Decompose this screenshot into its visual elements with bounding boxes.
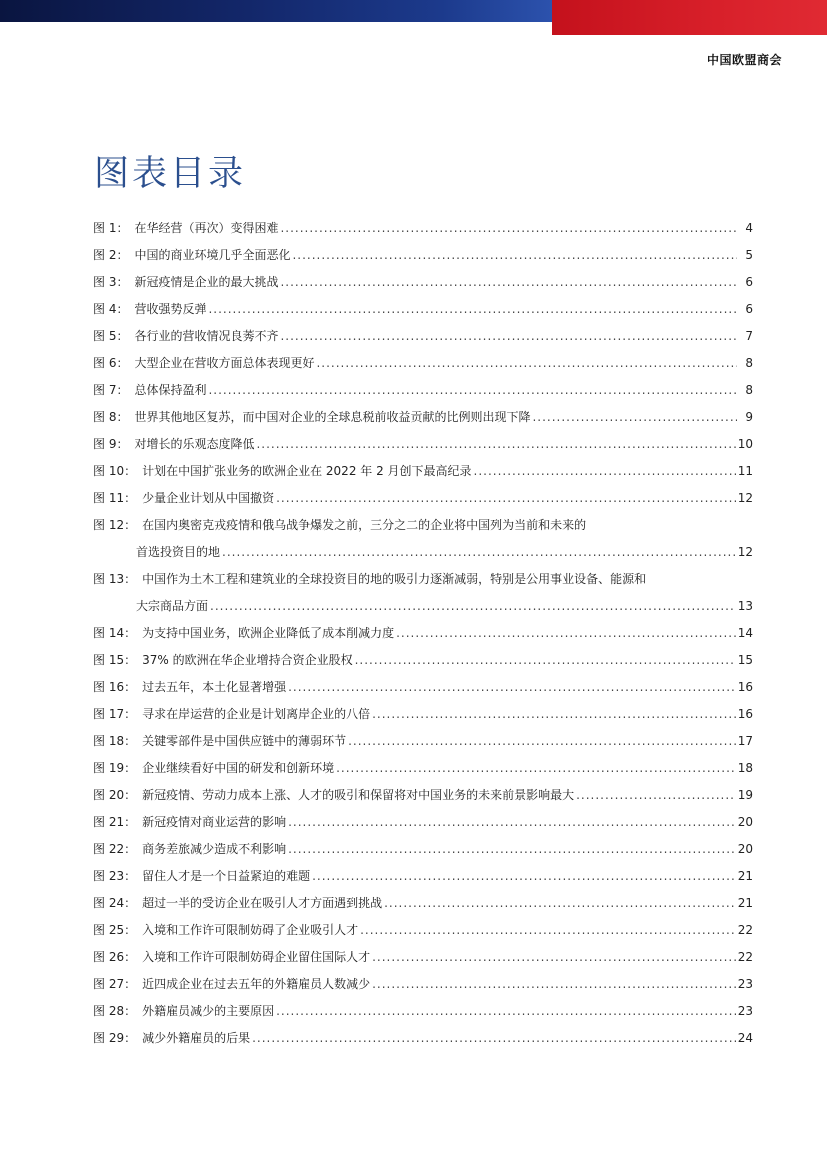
toc-entry-number: 图 24： (93, 896, 137, 910)
toc-entry[interactable] (93, 272, 753, 299)
toc-entry-number: 图 8： (93, 410, 129, 424)
toc-entry[interactable] (93, 245, 753, 272)
toc-page-number: 14 (737, 626, 753, 640)
toc-entry-title: 计划在中国扩张业务的欧洲企业在 2022 年 2 月创下最高纪录 (142, 464, 472, 478)
toc-entry-title: 减少外籍雇员的后果 (142, 1031, 251, 1045)
toc-leader-dots (576, 785, 736, 805)
toc-leader-dots (532, 407, 737, 427)
toc-entry-title: 营收强势反弹 (134, 302, 207, 316)
toc-entry-title: 近四成企业在过去五年的外籍雇员人数减少 (142, 977, 371, 991)
toc-leader-dots (396, 623, 736, 643)
toc-entry[interactable] (93, 326, 753, 353)
toc-leader-dots (355, 650, 736, 670)
toc-leader-dots (360, 920, 736, 940)
toc-entry-number: 图 26： (93, 950, 137, 964)
toc-entry[interactable] (93, 650, 753, 677)
toc-page-number: 7 (745, 329, 753, 343)
toc-page-number: 5 (745, 248, 753, 262)
toc-entry-number: 图 15： (93, 653, 137, 667)
toc-leader-dots (208, 299, 737, 319)
toc-leader-dots (280, 326, 737, 346)
toc-entry[interactable] (93, 731, 753, 758)
toc-entry-number: 图 28： (93, 1004, 137, 1018)
toc-leader-dots (372, 974, 736, 994)
toc-leader-dots (384, 893, 736, 913)
toc-leader-dots (280, 218, 737, 238)
toc-entry-title: 关键零部件是中国供应链中的薄弱环节 (142, 734, 347, 748)
toc-entry-number: 图 4： (93, 302, 129, 316)
toc-entry-number: 图 19： (93, 761, 137, 775)
toc-page-number: 12 (737, 545, 753, 559)
toc-entry-number: 图 5： (93, 329, 129, 343)
toc-entry[interactable] (93, 569, 753, 596)
toc-entry-title: 在华经营（再次）变得困难 (134, 221, 279, 235)
toc-page-number: 23 (737, 977, 753, 991)
toc-entry-continuation[interactable] (93, 542, 753, 569)
toc-page-number: 8 (745, 383, 753, 397)
toc-entry[interactable] (93, 1001, 753, 1028)
toc-entry[interactable] (93, 758, 753, 785)
toc-page-number: 18 (737, 761, 753, 775)
toc-entry-title: 入境和工作许可限制妨碍了企业吸引人才 (142, 923, 359, 937)
page-title: 图表目录 (94, 154, 247, 194)
toc-entry-number: 图 17： (93, 707, 137, 721)
toc-entry-title: 过去五年，本土化显著增强 (142, 680, 287, 694)
toc-entry[interactable] (93, 866, 753, 893)
header-band-blue (0, 0, 552, 22)
toc-page-number: 21 (737, 896, 753, 910)
toc-entry-title: 超过一半的受访企业在吸引人才方面遇到挑战 (142, 896, 383, 910)
toc-page-number: 16 (737, 680, 753, 694)
toc-entry-number: 图 2： (93, 248, 129, 262)
toc-leader-dots (210, 596, 736, 616)
toc-page-number: 24 (737, 1031, 753, 1045)
toc-page-number: 6 (745, 302, 753, 316)
toc-entry[interactable] (93, 920, 753, 947)
toc-entry-number: 图 3： (93, 275, 129, 289)
toc-entry[interactable] (93, 974, 753, 1001)
toc-page-number: 12 (737, 491, 753, 505)
toc-entry-number: 图 21： (93, 815, 137, 829)
toc-leader-dots (256, 434, 735, 454)
toc-page-number: 8 (745, 356, 753, 370)
toc-entry-title: 37% 的欧洲在华企业增持合资企业股权 (142, 653, 353, 667)
toc-entry[interactable] (93, 515, 753, 542)
toc-entry-title: 新冠疫情对商业运营的影响 (142, 815, 287, 829)
toc-entry-number: 图 1： (93, 221, 129, 235)
toc-entry-number: 图 23： (93, 869, 137, 883)
toc-entry-number: 图 16： (93, 680, 137, 694)
toc-leader-dots (288, 677, 736, 697)
toc-entry[interactable] (93, 299, 753, 326)
toc-page-number: 21 (737, 869, 753, 883)
toc-entry-number: 图 11： (93, 491, 137, 505)
toc-leader-dots (222, 542, 736, 562)
toc-entry[interactable] (93, 434, 753, 461)
toc-entry-title-continued: 首选投资目的地 (136, 545, 221, 559)
toc-page-number: 13 (737, 599, 753, 613)
toc-page-number: 20 (737, 815, 753, 829)
toc-entry[interactable] (93, 1028, 753, 1055)
toc-entry[interactable] (93, 812, 753, 839)
toc-entry-title: 企业继续看好中国的研发和创新环境 (142, 761, 335, 775)
toc-entry[interactable] (93, 623, 753, 650)
toc-entry-title: 入境和工作许可限制妨碍企业留住国际人才 (142, 950, 371, 964)
toc-entry[interactable] (93, 785, 753, 812)
toc-page-number: 16 (737, 707, 753, 721)
toc-page-number: 22 (737, 923, 753, 937)
toc-entry[interactable] (93, 947, 753, 974)
toc-entry-number: 图 6： (93, 356, 129, 370)
toc-entry-number: 图 25： (93, 923, 137, 937)
toc-leader-dots (276, 1001, 736, 1021)
toc-page-number: 15 (737, 653, 753, 667)
toc-entry[interactable] (93, 353, 753, 380)
toc-entry-title: 中国的商业环境几乎全面恶化 (134, 248, 291, 262)
toc-entry-title: 商务差旅减少造成不利影响 (142, 842, 287, 856)
toc-entry-number: 图 14： (93, 626, 137, 640)
toc-entry-title: 各行业的营收情况良莠不齐 (134, 329, 279, 343)
toc-entry[interactable] (93, 839, 753, 866)
toc-entry-number: 图 18： (93, 734, 137, 748)
toc-leader-dots (348, 731, 736, 751)
toc-entry-title: 外籍雇员减少的主要原因 (142, 1004, 275, 1018)
toc-entry[interactable] (93, 677, 753, 704)
toc-leader-dots (208, 380, 737, 400)
toc-page-number: 17 (737, 734, 753, 748)
org-name: 中国欧盟商会 (706, 53, 782, 67)
toc-entry[interactable] (93, 380, 753, 407)
toc-page-number: 6 (745, 275, 753, 289)
toc-leader-dots (292, 245, 737, 265)
toc-entry[interactable] (93, 893, 753, 920)
toc-entry[interactable] (93, 704, 753, 731)
header-band-red (552, 0, 827, 35)
toc-entry[interactable] (93, 461, 753, 488)
toc-entry-title: 在国内奥密克戎疫情和俄乌战争爆发之前，三分之二的企业将中国列为当前和未来的 (142, 518, 587, 532)
toc-leader-dots (372, 704, 736, 724)
toc-entry-title: 对增长的乐观态度降低 (134, 437, 255, 451)
toc-entry-number: 图 9： (93, 437, 129, 451)
toc-entry-title: 新冠疫情、劳动力成本上涨、人才的吸引和保留将对中国业务的未来前景影响最大 (142, 788, 575, 802)
toc-leader-dots (336, 758, 736, 778)
toc-page-number: 23 (737, 1004, 753, 1018)
toc-page-number: 11 (737, 464, 753, 478)
toc-entry-number: 图 29： (93, 1031, 137, 1045)
toc-entry-title: 留住人才是一个日益紧迫的难题 (142, 869, 311, 883)
toc-entry-title-continued: 大宗商品方面 (136, 599, 209, 613)
toc-entry-title: 寻求在岸运营的企业是计划离岸企业的八倍 (142, 707, 371, 721)
toc-entry-title: 总体保持盈利 (134, 383, 207, 397)
toc-entry-number: 图 20： (93, 788, 137, 802)
toc-page-number: 10 (737, 437, 753, 451)
toc-entry-title: 中国作为土木工程和建筑业的全球投资目的地的吸引力逐渐减弱，特别是公用事业设备、能源和 (142, 572, 647, 586)
toc-entry-number: 图 10： (93, 464, 137, 478)
toc-entry-title: 新冠疫情是企业的最大挑战 (134, 275, 279, 289)
toc-entry-number: 图 13： (93, 572, 137, 586)
toc-entry-continuation[interactable] (93, 596, 753, 623)
toc-leader-dots (280, 272, 737, 292)
toc-entry-number: 图 12： (93, 518, 137, 532)
toc-leader-dots (474, 461, 736, 481)
toc-entry-title: 世界其他地区复苏，而中国对企业的全球息税前收益贡献的比例则出现下降 (134, 410, 531, 424)
toc-entry-number: 图 22： (93, 842, 137, 856)
toc-leader-dots (288, 812, 736, 832)
toc-entry[interactable] (93, 407, 753, 434)
toc-leader-dots (276, 488, 736, 508)
toc-page-number: 4 (745, 221, 753, 235)
toc-entry-number: 图 7： (93, 383, 129, 397)
toc-entry-title: 为支持中国业务，欧洲企业降低了成本削减力度 (142, 626, 395, 640)
toc-page-number: 9 (745, 410, 753, 424)
toc-entry[interactable] (93, 488, 753, 515)
toc-leader-dots (372, 947, 736, 967)
toc-page-number: 19 (737, 788, 753, 802)
toc-entry-title: 少量企业计划从中国撤资 (142, 491, 275, 505)
table-of-figures (93, 218, 753, 1055)
toc-leader-dots (316, 353, 737, 373)
toc-page-number: 22 (737, 950, 753, 964)
toc-leader-dots (288, 839, 736, 859)
toc-page-number: 20 (737, 842, 753, 856)
toc-leader-dots (312, 866, 736, 886)
toc-entry-title: 大型企业在营收方面总体表现更好 (134, 356, 315, 370)
toc-leader-dots (252, 1028, 736, 1048)
toc-entry[interactable] (93, 218, 753, 245)
toc-entry-number: 图 27： (93, 977, 137, 991)
